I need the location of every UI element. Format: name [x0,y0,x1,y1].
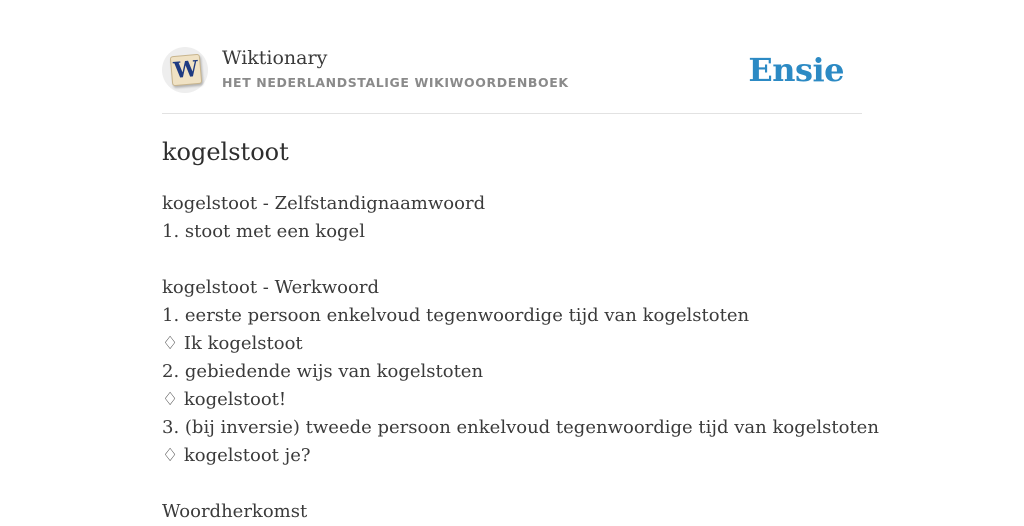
wiktionary-logo[interactable] [162,47,208,93]
example-line: ♢ kogelstoot! [162,389,287,410]
logo-tile-icon [170,54,203,87]
ensie-brand-logo[interactable]: Ensie [748,51,844,89]
definition-line: kogelstoot - Zelfstandignaamwoord [162,193,486,214]
definition-line: 3. (bij inversie) tweede persoon enkelvoud tegenwoordige tijd van kogelstoten [162,417,879,438]
page [162,0,879,522]
entry-content [162,190,882,526]
definition-line: kogelstoot - Werkwoord [162,277,379,298]
example-line: ♢ Ik kogelstoot [162,333,303,354]
blank-line [162,470,882,498]
definition-line: 2. gebiedende wijs van kogelstoten [162,361,484,382]
section-heading: Woordherkomst [162,501,308,522]
site-tagline: HET NEDERLANDSTALIGE WIKIWOORDENBOEK [222,75,569,90]
site-name[interactable]: Wiktionary [222,47,328,69]
page-title: kogelstoot [162,138,289,166]
site-header [162,0,862,114]
logo-letter: W [172,55,200,85]
definition-line: 1. eerste persoon enkelvoud tegenwoordige tijd van kogelstoten [162,305,750,326]
definition-line: 1. stoot met een kogel [162,221,365,242]
example-line: ♢ kogelstoot je? [162,445,311,466]
blank-line [162,246,882,274]
